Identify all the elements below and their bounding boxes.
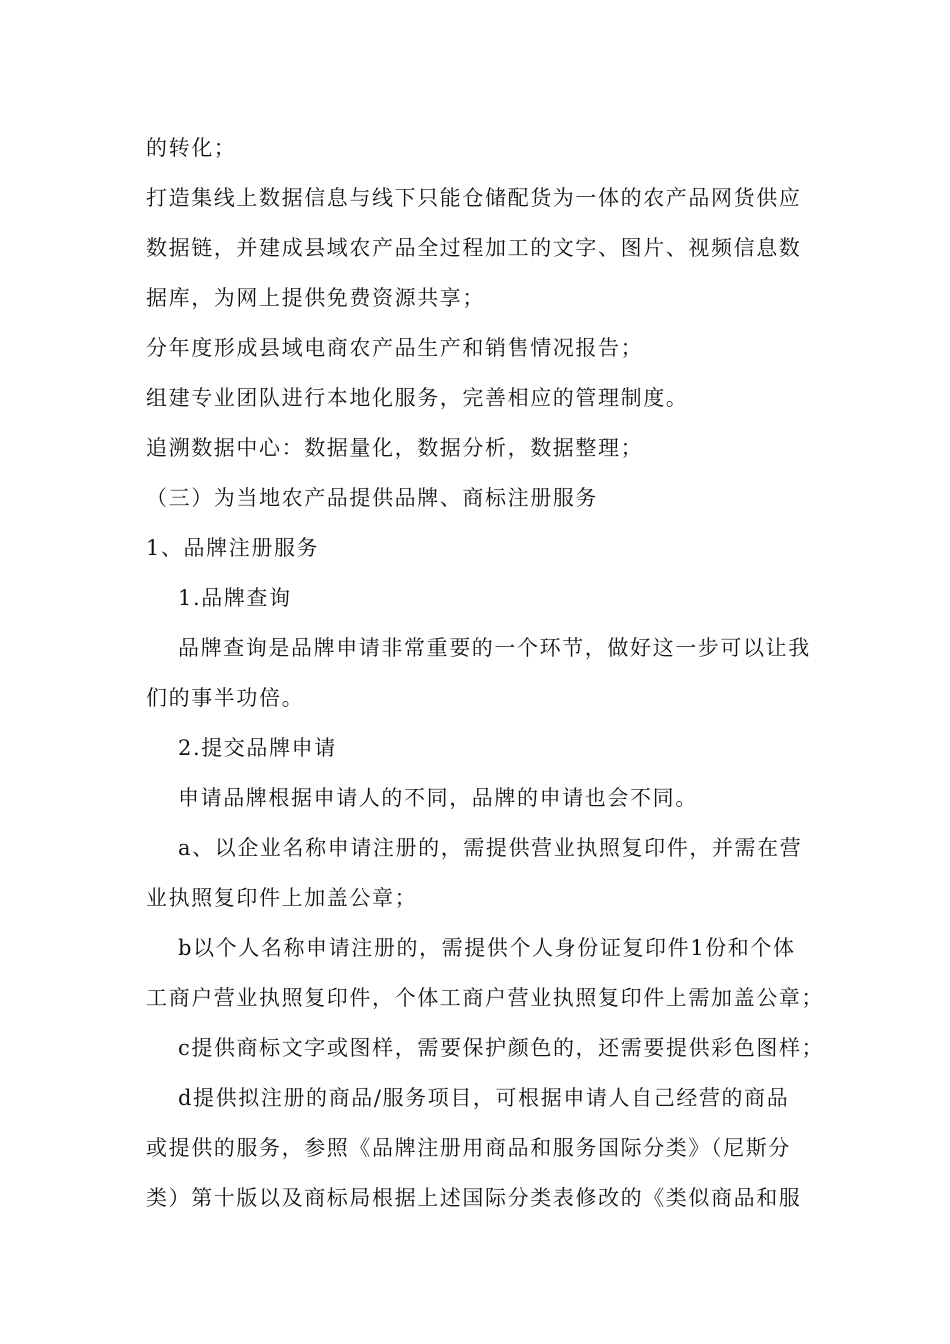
paragraph-line: 追溯数据中心：数据量化，数据分析，数据整理；	[146, 436, 644, 460]
subsection-heading: 1、品牌注册服务	[146, 536, 320, 560]
paragraph-line: 品牌查询是品牌申请非常重要的一个环节，做好这一步可以让我	[178, 636, 811, 660]
paragraph-line: 组建专业团队进行本地化服务，完善相应的管理制度。	[146, 386, 689, 410]
paragraph-line: 申请品牌根据申请人的不同，品牌的申请也会不同。	[178, 786, 698, 810]
paragraph-line: 类）第十版以及商标局根据上述国际分类表修改的《类似商品和服	[146, 1186, 802, 1210]
paragraph-line: 们的事半功倍。	[146, 686, 305, 710]
paragraph-line: 工商户营业执照复印件，个体工商户营业执照复印件上需加盖公章；	[146, 986, 824, 1010]
section-heading: （三）为当地农产品提供品牌、商标注册服务	[146, 486, 598, 510]
paragraph-line: a、以企业名称申请注册的，需提供营业执照复印件，并需在营	[178, 836, 803, 860]
step-heading: 2.提交品牌申请	[178, 736, 337, 760]
paragraph-line: 数据链，并建成县域农产品全过程加工的文字、图片、视频信息数	[146, 236, 802, 260]
paragraph-line: 业执照复印件上加盖公章；	[146, 886, 418, 910]
step-heading: 1.品牌查询	[178, 586, 292, 610]
paragraph-line: 的转化；	[146, 136, 237, 160]
paragraph-line: 据库，为网上提供免费资源共享；	[146, 286, 485, 310]
paragraph-line: b以个人名称申请注册的，需提供个人身份证复印件1份和个体	[178, 936, 796, 960]
paragraph-line: 或提供的服务，参照《品牌注册用商品和服务国际分类》（尼斯分	[146, 1136, 791, 1160]
paragraph-line: c提供商标文字或图样，需要保护颜色的，还需要提供彩色图样；	[178, 1036, 825, 1060]
paragraph-line: d提供拟注册的商品/服务项目，可根据申请人自己经营的商品	[178, 1086, 790, 1110]
paragraph-line: 打造集线上数据信息与线下只能仓储配货为一体的农产品网货供应	[146, 186, 802, 210]
paragraph-line: 分年度形成县域电商农产品生产和销售情况报告；	[146, 336, 644, 360]
